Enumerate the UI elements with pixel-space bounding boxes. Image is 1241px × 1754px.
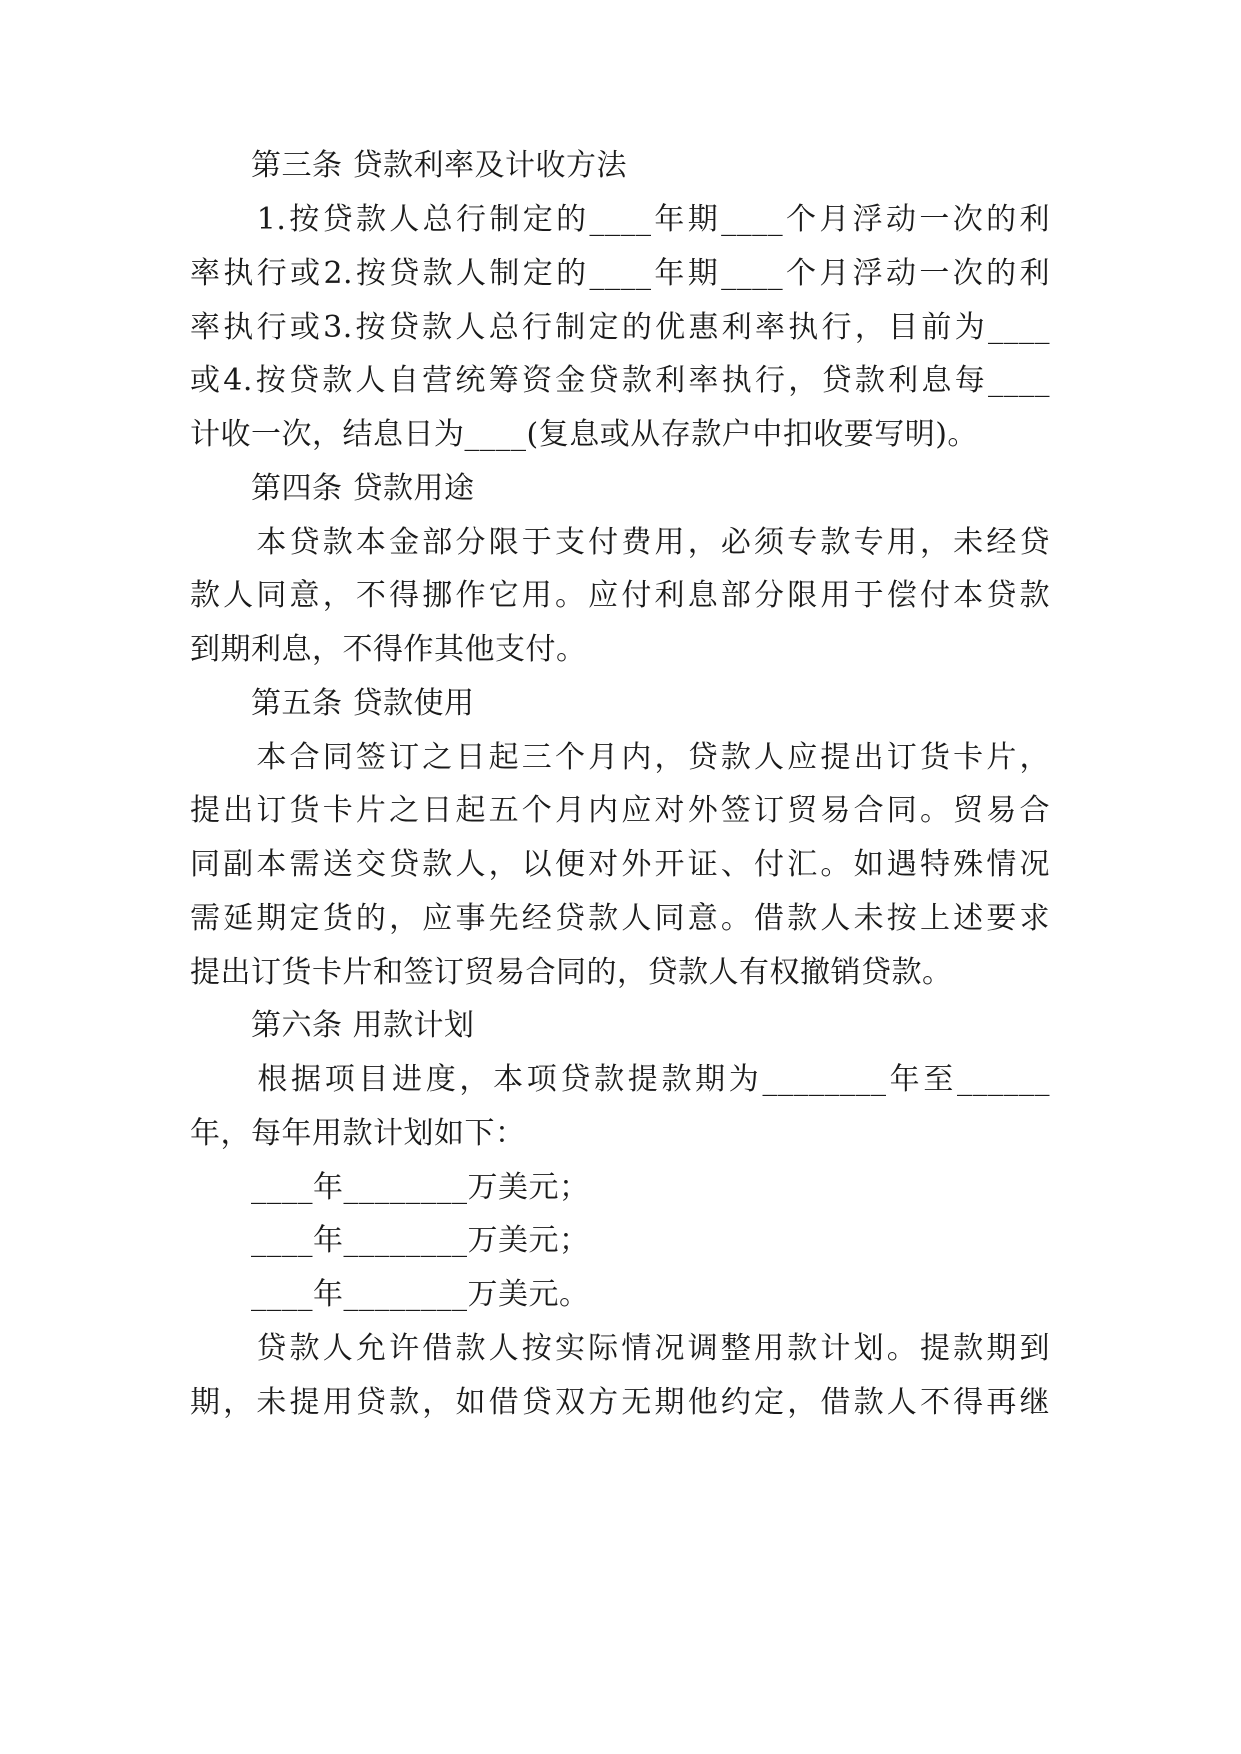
paragraph-line: 本合同签订之日起三个月内，贷款人应提出订货卡片， [190,740,1050,775]
paragraph-line: 1.按贷款人总行制定的____年期____个月浮动一次的利 [190,202,1050,237]
paragraph-line: 本贷款本金部分限于支付费用，必须专款专用，未经贷 [190,525,1050,560]
heading-article-4: 第四条 贷款用途 [190,471,475,506]
plan-line: ____年________万美元。 [190,1277,590,1312]
paragraph-line: 或4.按贷款人自营统筹资金贷款利率执行，贷款利息每____ [190,363,1050,398]
plan-line: ____年________万美元； [190,1170,590,1205]
heading-article-3: 第三条 贷款利率及计收方法 [190,148,628,183]
plan-line: ____年________万美元； [190,1223,590,1258]
paragraph-line: 提出订货卡片之日起五个月内应对外签订贸易合同。贸易合 [190,793,1050,828]
paragraph-line: 同副本需送交贷款人，以便对外开证、付汇。如遇特殊情况 [190,847,1050,882]
paragraph-line: 款人同意，不得挪作它用。应付利息部分限用于偿付本贷款 [190,578,1050,613]
paragraph-line: 率执行或2.按贷款人制定的____年期____个月浮动一次的利 [190,256,1050,291]
paragraph-line: 期，未提用贷款，如借贷双方无期他约定，借款人不得再继 [190,1385,1050,1420]
paragraph-line: 贷款人允许借款人按实际情况调整用款计划。提款期到 [190,1331,1050,1366]
paragraph-line: 提出订货卡片和签订贸易合同的，贷款人有权撤销贷款。 [190,955,953,990]
paragraph-line: 需延期定货的，应事先经贷款人同意。借款人未按上述要求 [190,901,1050,936]
paragraph-line: 率执行或3.按贷款人总行制定的优惠利率执行，目前为____ [190,310,1050,345]
paragraph-line: 年，每年用款计划如下： [190,1116,526,1151]
heading-article-6: 第六条 用款计划 [190,1008,475,1043]
paragraph-line: 到期利息，不得作其他支付。 [190,632,587,667]
heading-article-5: 第五条 贷款使用 [190,686,475,721]
paragraph-line: 根据项目进度，本项贷款提款期为________年至______ [190,1062,1050,1097]
paragraph-line: 计收一次，结息日为____(复息或从存款户中扣收要写明)。 [190,417,978,452]
